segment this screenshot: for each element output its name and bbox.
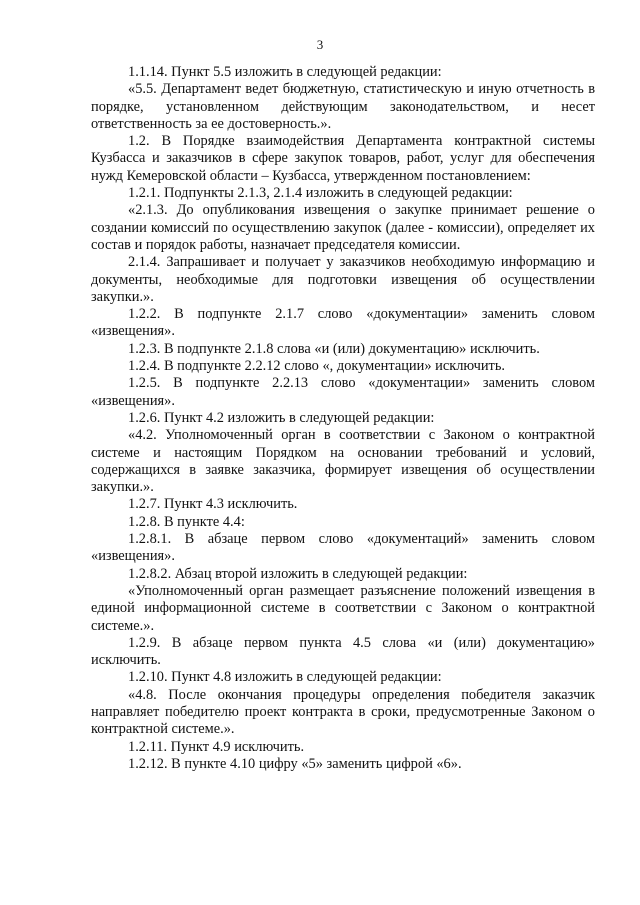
paragraph: «2.1.3. До опубликования извещения о закупке принимает решение о создании комиссий по осуществлению закупок (далее - комиссии), определяет их состав и порядок работы, назначает председателя комиссии. — [91, 202, 595, 253]
paragraph: 1.2.12. В пункте 4.10 цифру «5» заменить цифрой «6». — [128, 755, 462, 772]
paragraph: 1.2.8.1. В абзаце первом слово «документаций» заменить словом «извещения». — [91, 531, 595, 565]
paragraph: 1.2.5. В подпункте 2.2.13 слово «документации» заменить словом «извещения». — [91, 375, 595, 409]
paragraph: 1.2.6. Пункт 4.2 изложить в следующей редакции: — [128, 409, 435, 426]
paragraph: 1.2.7. Пункт 4.3 исключить. — [128, 496, 298, 513]
paragraph: 1.2.4. В подпункте 2.2.12 слово «, документации» исключить. — [128, 358, 505, 375]
paragraph: 1.2. В Порядке взаимодействия Департамента контрактной системы Кузбасса и заказчиков в сфере закупок товаров, работ, услуг для обеспечения нужд Кемеровской области – Кузбасса, утвержденном постановлением: — [91, 133, 595, 184]
paragraph: «4.2. Уполномоченный орган в соответствии с Законом о контрактной системе и настоящим Порядком на основании требований и условий, содержащихся в заявке заказчика, формирует извещения об осуществлении закупки.». — [91, 427, 595, 496]
paragraph: 1.2.10. Пункт 4.8 изложить в следующей редакции: — [128, 669, 442, 686]
page-number: 3 — [316, 37, 324, 52]
paragraph: 2.1.4. Запрашивает и получает у заказчиков необходимую информацию и документы, необходимые для подготовки извещения об осуществлении закупки.». — [91, 254, 595, 305]
paragraph: «4.8. После окончания процедуры определения победителя заказчик направляет победителю проект контракта в сроки, предусмотренные Законом о контрактной системе.». — [91, 686, 595, 738]
paragraph: 1.2.9. В абзаце первом пункта 4.5 слова «и (или) документацию» исключить. — [91, 634, 595, 669]
paragraph: 1.2.11. Пункт 4.9 исключить. — [128, 738, 305, 755]
paragraph: 1.2.2. В подпункте 2.1.7 слово «документации» заменить словом «извещения». — [91, 306, 595, 340]
paragraph: «5.5. Департамент ведет бюджетную, статистическую и иную отчетность в порядке, установленном действующим законодательством, и несет ответственность за ее достоверность.». — [91, 81, 595, 132]
paragraph: 1.2.8.2. Абзац второй изложить в следующей редакции: — [128, 565, 468, 582]
paragraph: 1.2.8. В пункте 4.4: — [128, 513, 245, 530]
paragraph: «Уполномоченный орган размещает разъяснение положений извещения в единой информационной системе в соответствии с Законом о контрактной системе.». — [91, 582, 595, 634]
paragraph: 1.1.14. Пункт 5.5 изложить в следующей редакции: — [128, 64, 442, 80]
document-body — [91, 64, 595, 773]
paragraph: 1.2.1. Подпункты 2.1.3, 2.1.4 изложить в следующей редакции: — [128, 185, 513, 202]
paragraph: 1.2.3. В подпункте 2.1.8 слова «и (или) документацию» исключить. — [128, 340, 540, 357]
